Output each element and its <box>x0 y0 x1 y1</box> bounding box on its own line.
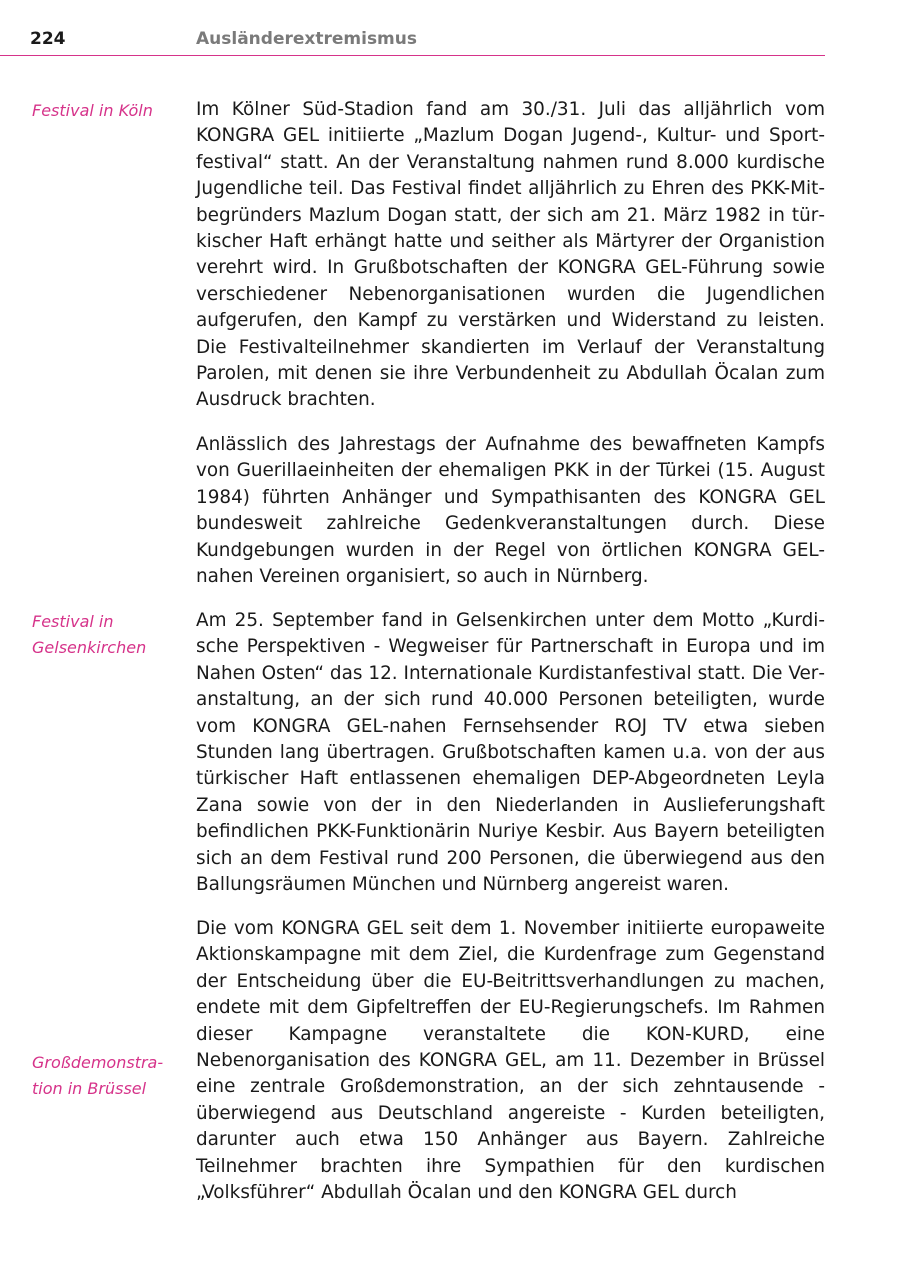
margin-note-grossdemonstration <box>32 1050 182 1102</box>
paragraph-bruessel: Die vom KONGRA GEL seit dem 1. November initiierte europaweite Aktionskampagne mit dem Ziel, die Kurdenfrage zum Gegenstand der Entscheidung über die EU-Beitrittsverhandlungen zu machen, endete mit dem Gipfeltreffen der EU-Regierungschefs. Im Rahmen dieser Kampagne veranstaltete die KON-KURD, eine Nebenorganisation des KONGRA GEL, am 11. Dezember in Brüssel eine zentrale Großdemonstration, an der sich zehntausende - überwiegend aus Deutschland angereiste - Kurden beteiligten, darunter auch etwa 150 Anhänger aus Bayern. Zahlreiche Teilnehmer brachten ihre Sympathien für den kurdischen „Volksführer“ Abdullah Öcalan und den KONGRA GEL durch <box>196 918 825 1204</box>
margin-note-festival-koeln <box>32 98 182 124</box>
margin-note-line: Festival in <box>32 612 114 631</box>
margin-note-line: Großdemonstra- <box>32 1053 164 1072</box>
paragraph-gelsenkirchen: Am 25. September fand in Gelsenkirchen unter dem Motto „Kurdische Perspektiven - Wegweiser für Partnerschaft in Europa und im Nahen Osten“ das 12. Internationale Kurdistanfestival statt. Die Veranstaltung, an der sich rund 40.000 Personen beteiligten, wurde vom KONGRA GEL-nahen Fernsehsender ROJ TV etwa sieben Stunden lang übertragen. Grußbotschaften kamen u.a. von der aus türkischer Haft entlassenen ehemaligen DEP-Abgeordneten Leyla Zana sowie von der in den Niederlanden in Auslieferungshaft befindlichen PKK-Funktionärin Nuriye Kesbir. Aus Bayern beteiligten sich an dem Festival rund 200 Personen, die überwiegend aus den Ballungsräumen München und Nürnberg angereist waren. <box>196 610 825 896</box>
running-title: Ausländerextremismus <box>196 29 417 49</box>
paragraph-jahrestag: Anlässlich des Jahrestags der Aufnahme des bewaffneten Kampfs von Guerillaeinheiten der ehemaligen PKK in der Türkei (15. August 1984) führten Anhänger und Sympathisanten des KONGRA GEL bundesweit zahlreiche Gedenkveranstaltungen durch. Diese Kundgebungen wurden in der Regel von örtlichen KONGRA GEL-nahen Vereinen organisiert, so auch in Nürnberg. <box>196 434 825 588</box>
page-header <box>0 0 900 58</box>
page-number: 224 <box>30 29 66 49</box>
margin-note-line: Gelsenkirchen <box>32 638 147 657</box>
margin-note-line: tion in Brüssel <box>32 1079 147 1098</box>
header-rule <box>0 55 825 56</box>
margin-note-line: Festival in Köln <box>32 101 153 120</box>
paragraph-festival-koeln: Im Kölner Süd-Stadion fand am 30./31. Juli das alljährlich vom KONGRA GEL initiierte „Mazlum Dogan Jugend-, Kultur- und Sportfestival“ statt. An der Veranstaltung nahmen rund 8.000 kurdische Jugendliche teil. Das Festival findet alljährlich zu Ehren des PKK-Mitbegründers Mazlum Dogan statt, der sich am 21. März 1982 in türkischer Haft erhängt hatte und seither als Märtyrer der Organistion verehrt wird. In Grußbotschaften der KONGRA GEL-Führung sowie verschiedener Nebenorganisationen wurden die Jugendlichen aufgerufen, den Kampf zu verstärken und Widerstand zu leisten. Die Festivalteilnehmer skandierten im Verlauf der Veranstaltung Parolen, mit denen sie ihre Verbundenheit zu Abdullah Öcalan zum Ausdruck brachten. <box>196 99 825 411</box>
margin-note-festival-gelsenkirchen <box>32 609 182 661</box>
